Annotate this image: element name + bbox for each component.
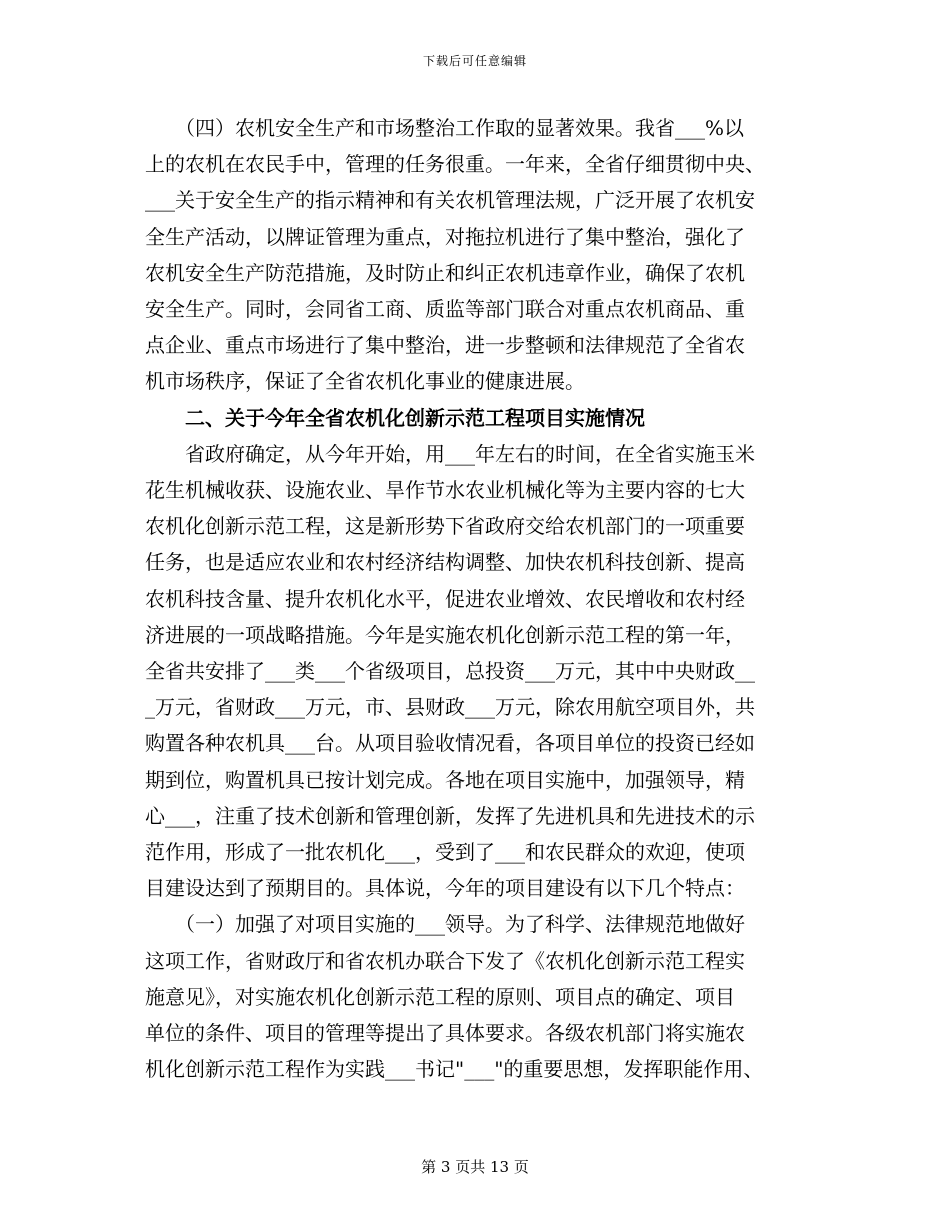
text-line: 机化创新示范工程作为实践___书记"___"的重要思想，发挥职能作用、 [145, 1057, 764, 1082]
text-line: ___关于安全生产的指示精神和有关农机管理法规，广泛开展了农机安 [145, 188, 755, 213]
text-line: 任务，也是适应农业和农村经济结构调整、加快农机科技创新、提高 [145, 550, 745, 575]
text-line: 上的农机在农民手中，管理的任务很重。一年来，全省仔细贯彻中央、 [145, 152, 765, 177]
text-line: _万元，省财政___万元，市、县财政___万元，除农用航空项目外，共 [145, 695, 755, 720]
text-line: 单位的条件、项目的管理等提出了具体要求。各级农机部门将实施农 [145, 1021, 745, 1046]
text-line: 期到位，购置机具已按计划完成。各地在项目实施中，加强领导，精 [145, 767, 745, 792]
text-line: 全生产活动，以牌证管理为重点，对拖拉机进行了集中整治，强化了 [145, 224, 745, 249]
section-heading: 二、关于今年全省农机化创新示范工程项目实施情况 [185, 405, 645, 430]
page-number: 第 3 页共 13 页 [421, 1158, 529, 1176]
text-line: 购置各种农机具___台。从项目验收情况看，各项目单位的投资已经如 [145, 731, 755, 756]
text-line: 点企业、重点市场进行了集中整治，进一步整顿和法律规范了全省农 [145, 333, 745, 358]
text-line: 农机科技含量、提升农机化水平，促进农业增效、农民增收和农村经 [145, 586, 745, 611]
page-header: 下载后可任意编辑 [422, 54, 527, 68]
text-line: 安全生产。同时，会同省工商、质监等部门联合对重点农机商品、重 [145, 297, 745, 322]
paragraph-agri-safety [145, 110, 805, 400]
text-line: 机市场秩序，保证了全省农机化事业的健康进展。 [145, 369, 585, 394]
text-line: 全省共安排了___类___个省级项目，总投资___万元，其中中央财政__ [145, 659, 755, 684]
text-line: 这项工作，省财政厅和省农机办联合下发了《农机化创新示范工程实 [145, 948, 745, 973]
text-line: 范作用，形成了一批农机化___，受到了___和农民群众的欢迎，使项 [145, 840, 745, 865]
text-line: 心___，注重了技术创新和管理创新，发挥了先进机具和先进技术的示 [145, 803, 755, 828]
text-line: 济进展的一项战略措施。今年是实施农机化创新示范工程的第一年， [145, 622, 745, 647]
text-line: 农机安全生产防范措施，及时防止和纠正农机违章作业，确保了农机 [145, 260, 745, 285]
document-body [145, 110, 805, 1087]
paragraph-leadership [145, 906, 805, 1087]
paragraph-project-overview [145, 436, 805, 907]
text-line: 农机化创新示范工程，这是新形势下省政府交给农机部门的一项重要 [145, 514, 745, 539]
text-line: 目建设达到了预期目的。具体说，今年的项目建设有以下几个特点： [145, 876, 745, 901]
text-line: 施意见》，对实施农机化创新示范工程的原则、项目点的确定、项目 [145, 984, 735, 1009]
text-line: （四）农机安全生产和市场整治工作取的显著效果。我省___%以 [145, 116, 745, 140]
text-line: （一）加强了对项目实施的___领导。为了科学、法律规范地做好 [145, 912, 745, 937]
text-line: 花生机械收获、设施农业、旱作节水农业机械化等为主要内容的七大 [145, 478, 745, 503]
text-line: 省政府确定，从今年开始，用___年左右的时间，在全省实施玉米 [145, 441, 755, 466]
